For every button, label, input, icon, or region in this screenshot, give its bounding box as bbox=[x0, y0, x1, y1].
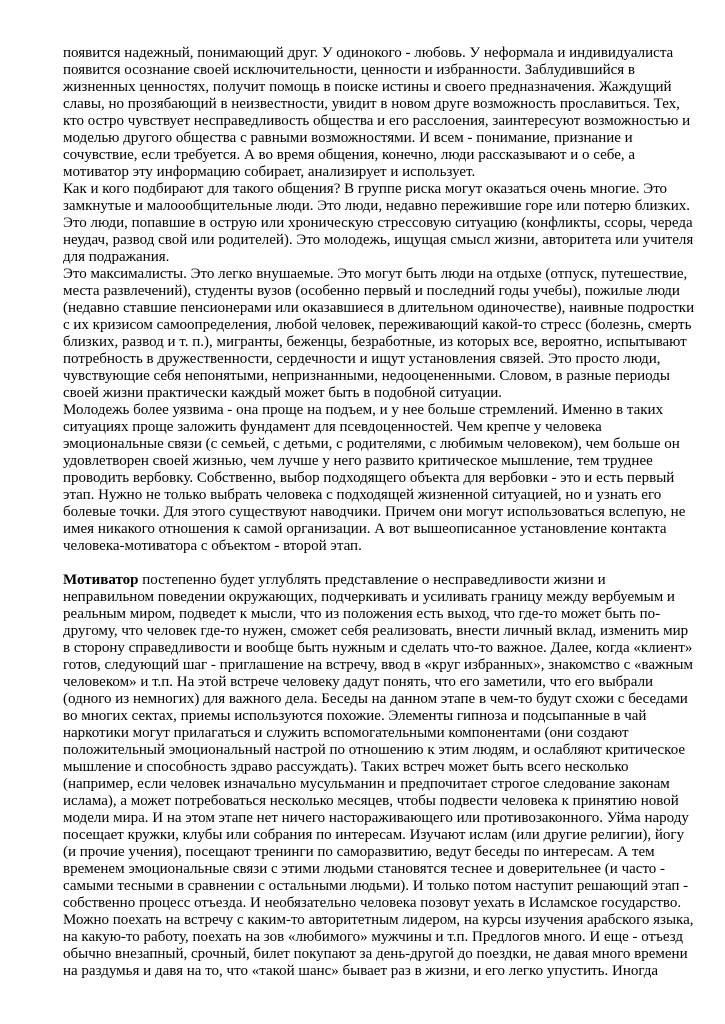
text-line: своей жизни практически каждый может быть в подобной ситуации. bbox=[63, 385, 503, 401]
paragraph bbox=[63, 45, 691, 181]
text-line: неудач, развод свой или родителей). Это молодежь, ищущая смысл жизни, авторитета или учителя bbox=[63, 232, 694, 248]
text-line: эмоциональные связи (с семьей, с детьми, с родителями, с любимым человеком), чем больше он bbox=[63, 436, 680, 452]
text-line: ситуациях проще заложить фундамент для псевдоценностей. Чем крепче у человека bbox=[63, 419, 602, 435]
text-line: близких, развод и т. п.), мигранты, беженцы, безработные, из которых все, вероятно, испытывают bbox=[63, 334, 687, 350]
text-line: мотиватор эту информацию собирает, анализирует и использует. bbox=[63, 164, 476, 180]
text-line: обычно внезапный, срочный, билет покупают за день-другой до поездки, не давая много времени bbox=[63, 946, 688, 962]
text-line: жизненных ценностях, получит помощь в поиске истины и своего предназначения. Жаждущий bbox=[63, 79, 672, 95]
text-line: мышление и способность здраво рассуждать). Таких встреч может быть всего несколько bbox=[63, 759, 629, 775]
text-line: положительный эмоциональный настрой по отношению к этим людям, и ослабляют критическое bbox=[63, 742, 686, 758]
text-line: сочувствие, если требуется. А во время общения, конечно, люди рассказывают и о себе, а bbox=[63, 147, 636, 163]
text-line: неправильном поведении окружающих, подчеркивать и усиливать границу между вербуемым и bbox=[63, 589, 675, 605]
text-line: Это люди, попавшие в острую или хроническую стрессовую ситуацию (конфликты, ссоры, череда bbox=[63, 215, 693, 231]
text-line: имея никакого отношения к самой организации. А вот вышеописанное установление контакта bbox=[63, 521, 667, 537]
text-line: временем эмоциональные связи с этими людьми становятся теснее и доверительнее (и часто - bbox=[63, 861, 666, 877]
text-line: (одного из немногих) для важного дела. Беседы на данном этапе в чем-то будут схожи с беседами bbox=[63, 691, 688, 707]
text-line: кто остро чувствует несправедливость общества и его расслоения, заинтересуют возможностью и bbox=[63, 113, 691, 129]
text-line bbox=[63, 572, 667, 589]
text-line: (например, если человек изначально мусульманин и предпочитает строгое следование законам bbox=[63, 776, 670, 792]
text-line: собственно процесс отъезда. И необязательно человека позовут уехать в Исламское государство. bbox=[63, 895, 682, 911]
text-line: в сторону справедливости и вообще быть нужным и сделать что-то важное. Далее, когда «клиент» bbox=[63, 640, 693, 656]
paragraph bbox=[63, 266, 695, 402]
text-line: реальным миром, подведет к мысли, что из положения есть выход, что где-то может быть по- bbox=[63, 606, 661, 622]
text-line: (и прочие учения), посещают тренинги по саморазвитию, ведут беседы по интересам. А тем bbox=[63, 844, 655, 860]
text-line: самыми тесными в сравнении с остальными людьми). И только потом наступит решающий этап - bbox=[63, 878, 689, 894]
text-line: готов, следующий шаг - приглашение на встречу, ввод в «круг избранных», знакомство с «важным bbox=[63, 657, 693, 673]
paragraph bbox=[63, 402, 686, 555]
text-line: на какую-то работу, поехать на зов «любимого» мужчины и т.п. Предлогов много. И еще - отъезд bbox=[63, 929, 684, 945]
paragraph bbox=[63, 181, 694, 266]
text-line: во многих сектах, приемы используются похожие. Элементы гипноза и подсыпанные в чай bbox=[63, 708, 647, 724]
text-line: появится надежный, понимающий друг. У одинокого - любовь. У неформала и индивидуалиста bbox=[63, 45, 674, 61]
text-line: с их кризисом самоопределения, любой человек, переживающий какой-то стресс (болезнь, смерть bbox=[63, 317, 692, 333]
text-line: на раздумья и давя на то, что «такой шанс» бывает раз в жизни, и его легко упустить. Иногда bbox=[63, 963, 659, 979]
text-line: наркотики могут прилагаться и служить вспомогательными компонентами (они создают bbox=[63, 725, 629, 741]
text-line: человеком» и т.п. На этой встрече человеку дадут понять, что его заметили, что его выбрали bbox=[63, 674, 654, 690]
text-line: Как и кого подбирают для такого общения? В группе риска могут оказаться очень многие. Это bbox=[63, 181, 668, 197]
text-line: модели мира. И на этом этапе нет ничего настораживающего или противозаконного. Уйма народу bbox=[63, 810, 689, 826]
text-line: для подражания. bbox=[63, 249, 170, 265]
bold-lead-word: Мотиватор bbox=[63, 572, 139, 588]
text-line: моделью другого общества с равными возможностями. И всем - понимание, признание и bbox=[63, 130, 633, 146]
text-line: человека-мотиватора с объектом - второй этап. bbox=[63, 538, 362, 554]
text-line: Можно поехать на встречу с каким-то авторитетным лидером, на курсы изучения арабского языка, bbox=[63, 912, 694, 928]
text-line: удовлетворен своей жизнью, чем лучше у него развито критическое мышление, тем труднее bbox=[63, 453, 653, 469]
text-line: появится осознание своей исключительности, ценности и избранности. Заблудившийся в bbox=[63, 62, 635, 78]
text-line: чувствующие себя непонятыми, непризнанными, недооцененными. Словом, в разные периоды bbox=[63, 368, 670, 384]
text-line: болевые точки. Для этого существуют наводчики. Причем они могут использоваться вслепую, не bbox=[63, 504, 686, 520]
text-line: потребность в дружественности, сердечности и ищут установления связей. Это просто люди, bbox=[63, 351, 661, 367]
text-line: ислама), а может потребоваться несколько месяцев, чтобы подвести человека к принятию новой bbox=[63, 793, 679, 809]
text-line: другому, что человек где-то нужен, сможет себя реализовать, внести личный вклад, изменить мир bbox=[63, 623, 689, 639]
text-line-rest: постепенно будет углублять представление о несправедливости жизни и bbox=[138, 572, 606, 588]
text-line: (недавно ставшие пенсионерами или оказавшиеся в длительном одиночестве), наивные подростки bbox=[63, 300, 695, 316]
text-line: проводить вербовку. Собственно, выбор подходящего объекта для вербовки - это и есть первый bbox=[63, 470, 675, 486]
text-line: этап. Нужно не только выбрать человека с подходящей жизненной ситуацией, но и узнать его bbox=[63, 487, 662, 503]
paragraph bbox=[63, 572, 694, 980]
text-line: посещает кружки, клубы или собрания по интересам. Изучают ислам (или другие религии), йогу bbox=[63, 827, 685, 843]
text-line: славы, но прозябающий в неизвестности, увидит в новом друге возможность прославиться. Тех, bbox=[63, 96, 680, 112]
text-line: Молодежь более уязвима - она проще на подъем, и у нее больше стремлений. Именно в таких bbox=[63, 402, 664, 418]
text-line: места развлечений), студенты вузов (особенно первый и последний годы учебы), пожилые люди bbox=[63, 283, 680, 299]
text-line: Это максималисты. Это легко внушаемые. Это могут быть люди на отдыхе (отпуск, путешествие, bbox=[63, 266, 688, 282]
text-line: замкнутые и малоообщительные люди. Это люди, недавно пережившие горе или потерю близких. bbox=[63, 198, 690, 214]
